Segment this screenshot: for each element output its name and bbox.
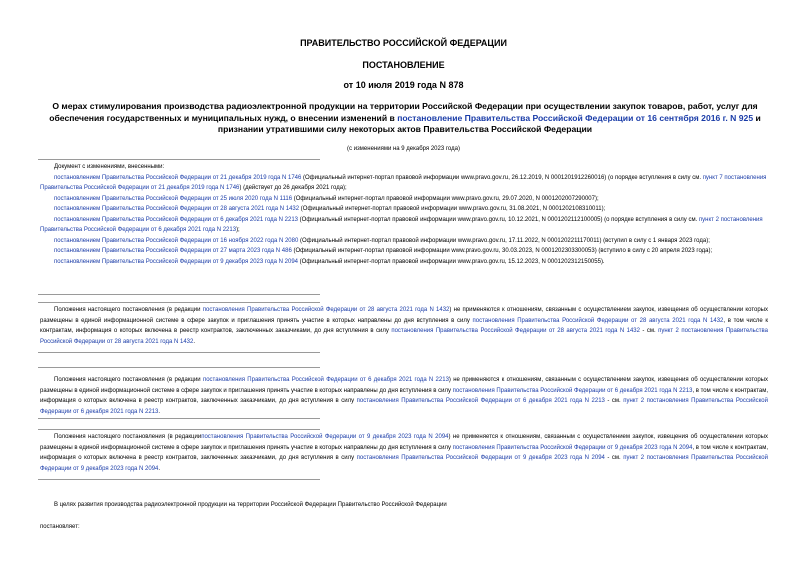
note-text: Положения настоящего постановления (в редакции — [54, 377, 203, 383]
note-text: ) не применяются к отношениям, связанным с осуществлением закупок, извещения об осуществлении которых размещены в единой информационной системе в сфере закупок и приглашения принять участие в которых направлены до дня вступления в силу — [40, 307, 768, 324]
divider — [38, 479, 320, 480]
note-link[interactable]: пункт 2 постановления Правительства Российской Федерации от 28 августа 2021 года N 1432 — [40, 328, 769, 345]
amendment-link[interactable]: постановлением Правительства Российской Федерации от 9 декабря 2023 года N 2094 — [54, 258, 298, 265]
divider — [38, 429, 320, 430]
amendment-text: ); — [236, 227, 240, 233]
amendment-link[interactable]: пункт 2 постановления Правительства Российской Федерации от 6 декабря 2021 года N 2213 — [40, 216, 763, 233]
note-text: - см. — [604, 398, 624, 405]
resolves-word: постановляет: — [40, 524, 80, 530]
issuer-heading: ПРАВИТЕЛЬСТВО РОССИЙСКОЙ ФЕДЕРАЦИИ — [300, 38, 507, 48]
amendment-link[interactable]: пункт 7 постановления Правительства Российской Федерации от 21 декабря 2019 года N 1746 — [40, 174, 767, 191]
amendment-link[interactable]: постановлением Правительства Российской Федерации от 25 июля 2020 года N 1116 — [54, 195, 293, 202]
list-item — [40, 257, 768, 268]
note-text: - см. — [604, 455, 624, 462]
note-link[interactable]: пункт 2 постановления Правительства Российской Федерации от 9 декабря 2023 года N 2094 — [40, 455, 768, 472]
amendment-text: (Официальный интернет-портал правовой информации www.pravo.gov.ru, 15.12.2023, N 0001202312150055). — [298, 258, 605, 265]
note-link[interactable]: постановления Правительства Российской Федерации от 6 декабря 2021 года N 2213 — [452, 387, 693, 394]
note-link[interactable]: постановления Правительства Российской Федерации от 6 декабря 2021 года N 2213 — [356, 398, 605, 405]
note-text: . — [158, 465, 161, 472]
note-text: . — [158, 408, 161, 415]
document-date-number: от 10 июля 2019 года N 878 — [343, 80, 464, 90]
divider — [38, 418, 320, 419]
note-link[interactable]: постановления Правительства Российской Федерации от 28 августа 2021 года N 1432 — [391, 328, 640, 335]
note-text: , в том числе к контрактам, информация о которых включена в реестр контрактов, заключенных заказчиками, до дня вступления в силу — [40, 317, 768, 335]
note-text: , в том числе к контрактам, информация о которых включена в реестр контрактов, заключенных заказчиками, до дня вступления в силу — [40, 387, 768, 405]
list-item — [40, 173, 768, 194]
amendment-text: (Официальный интернет-портал правовой информации www.pravo.gov.ru, 26.12.2019, N 0001201912260016) (о порядке вступления в силу см. — [301, 174, 703, 181]
note-link[interactable]: пункт 2 постановления Правительства Российской Федерации от 6 декабря 2021 года N 2213 — [40, 398, 768, 415]
title-link[interactable]: постановление Правительства Российской Федерации от 16 сентября 2016 г. N 925 — [397, 112, 754, 123]
document-title — [35, 101, 775, 136]
note-text: - см. — [639, 328, 659, 335]
list-item — [40, 236, 768, 247]
divider — [38, 159, 320, 160]
divider — [38, 294, 320, 295]
amendment-text: (Официальный интернет-портал правовой информации www.pravo.gov.ru, 17.11.2022, N 0001202211170011) (вступил в силу с 1 января 2023 года); — [298, 237, 710, 244]
note-link[interactable]: постановления Правительства Российской Федерации от 28 августа 2021 года N 1432 — [472, 317, 724, 324]
list-item — [40, 204, 768, 215]
revision-note: (с изменениями на 9 декабря 2023 года) — [347, 146, 460, 152]
title-text-2: и признании утратившими силу некоторых актов Правительства Российской Федерации — [217, 112, 761, 134]
amendment-link[interactable]: постановлением Правительства Российской Федерации от 16 ноября 2022 года N 2080 — [54, 237, 299, 244]
note-paragraph-2213 — [40, 375, 768, 417]
note-text: Положения настоящего постановления (в редакции — [54, 434, 202, 440]
note-paragraph-2094 — [40, 432, 768, 474]
amendment-link[interactable]: постановлением Правительства Российской Федерации от 27 марта 2023 года N 486 — [54, 248, 292, 254]
note-text: , в том числе к контрактам, информация о которых включена в реестр контрактов, заключенных заказчиками, до дня вступления в силу — [40, 444, 768, 462]
list-item — [40, 215, 768, 236]
note-link[interactable]: постановления Правительства Российской Федерации от 9 декабря 2023 года N 2094 — [452, 444, 693, 451]
list-item — [40, 194, 768, 205]
divider — [38, 367, 320, 368]
list-item — [40, 246, 768, 257]
amendment-text: (Официальный интернет-портал правовой информации www.pravo.gov.ru, 30.03.2023, N 0001202303300053) (вступило в силу с 20 апреля 2023 года); — [291, 248, 713, 254]
document-type: ПОСТАНОВЛЕНИЕ — [362, 60, 445, 70]
note-link[interactable]: постановления Правительства Российской Федерации от 6 декабря 2021 года N 2213 — [202, 377, 449, 383]
note-text: ) не применяются к отношениям, связанным с осуществлением закупок, извещения об осуществлении которых размещены в единой информационной системе в сфере закупок и приглашения принять участие в которых направлены до дня вступления в силу — [40, 377, 768, 394]
amendment-text: (Официальный интернет-портал правовой информации www.pravo.gov.ru, 10.12.2021, N 0001202112100005) (о порядке вступления в силу см. — [298, 216, 699, 223]
note-link[interactable]: постановления Правительства Российской Федерации от 28 августа 2021 года N 1432 — [202, 307, 450, 313]
amendment-link[interactable]: постановлением Правительства Российской Федерации от 6 декабря 2021 года N 2213 — [54, 216, 298, 223]
amendment-text: (Официальный интернет-портал правовой информации www.pravo.gov.ru, 29.07.2020, N 0001202007290007); — [292, 195, 599, 202]
title-text-1: О мерах стимулирования производства радиоэлектронной продукции на территории Российской Федерации при осуществлении закупок товаров, работ, услуг для обеспечения государственных и муниципальных нужд, о внесении изменений в — [49, 101, 758, 123]
amendment-link[interactable]: постановлением Правительства Российской Федерации от 21 декабря 2019 года N 1746 — [54, 174, 302, 181]
note-text: Положения настоящего постановления (в редакции — [54, 307, 203, 313]
note-link[interactable]: постановления Правительства Российской Федерации от 9 декабря 2023 года N 2094 — [356, 455, 605, 462]
note-link[interactable]: постановления Правительства Российской Федерации от 9 декабря 2023 года N 2094 — [201, 434, 449, 440]
note-text: . — [193, 338, 196, 345]
divider — [38, 352, 320, 353]
amendment-link[interactable]: постановлением Правительства Российской Федерации от 28 августа 2021 года N 1432 — [54, 206, 300, 212]
amendment-text: (Официальный интернет-портал правовой информации www.pravo.gov.ru, 31.08.2021, N 0001202108310011); — [299, 206, 606, 212]
divider — [38, 302, 320, 303]
amendment-text: ) (действует до 26 декабря 2021 года); — [239, 185, 347, 191]
changes-list — [40, 162, 768, 267]
preamble: В целях развития производства радиоэлектронной продукции на территории Российской Федерации Правительство Российской Федерации — [54, 502, 447, 508]
changes-heading: Документ с изменениями, внесенными: — [54, 164, 165, 170]
note-paragraph-1432 — [40, 305, 768, 347]
note-text: ) не применяется к отношениям, связанным с осуществлением закупок, извещения об осуществлении которых размещены в единой информационной системе в сфере закупок и приглашения принять участие в которых направлены до дня вступления в силу — [40, 434, 768, 451]
